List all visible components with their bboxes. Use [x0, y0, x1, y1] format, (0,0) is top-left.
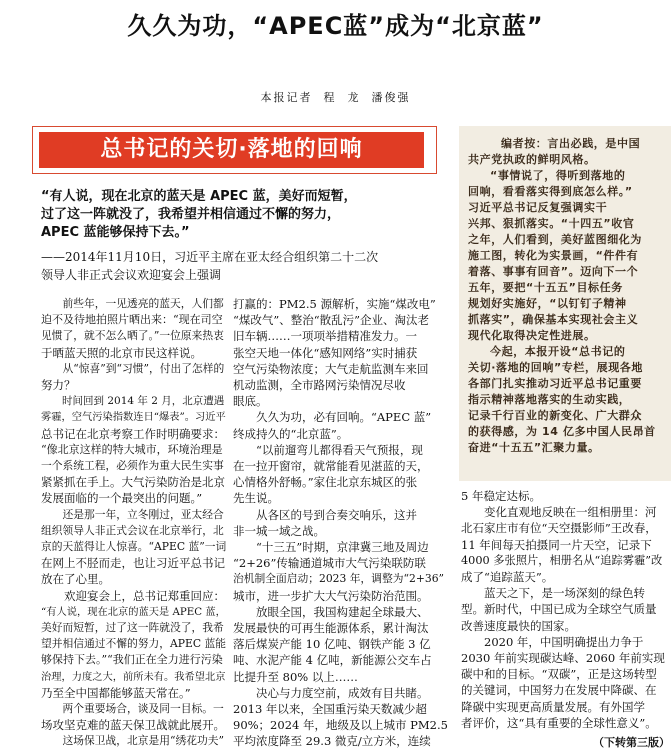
- editor-line: 五年，要把“十五五”目标任务: [468, 281, 623, 294]
- text-line: 前些年，一见透亮的蓝天，人们都: [62, 297, 224, 310]
- editor-line: 施工图，转化为实景画，“件件有: [468, 249, 639, 262]
- headline: 久久为功，“APEC蓝”成为“北京蓝”: [127, 12, 544, 40]
- text-line: 先生说。: [233, 491, 279, 506]
- quote-attribution: [41, 248, 451, 284]
- text-line: 平均浓度降至 29.3 微克/立方米，连续: [233, 734, 431, 749]
- editor-line: 的获得感，为 14 亿多中国人民昂首: [468, 425, 656, 438]
- text-line: 一个系统工程，必须作为重大民生实事: [41, 459, 224, 473]
- article-column-2: [233, 296, 448, 750]
- text-line: 眼底。: [233, 394, 268, 409]
- text-line: 5 年稳定达标。: [461, 489, 541, 503]
- text-line: 总书记在北京考察工作时明确要求：: [41, 426, 225, 441]
- text-line: 于晒蓝天照的北京市民这样说。: [41, 345, 202, 360]
- editor-line: 共产党执政的鲜明风格。: [468, 153, 596, 166]
- text-line: 改善速度最快的国家。: [461, 618, 576, 633]
- text-line: 降碳中实现更高质量发展。有外国学: [461, 699, 645, 714]
- text-line: 从各区的号到合奏交响乐，这并: [256, 507, 417, 522]
- text-line: “煤改气”、整治“散乱污”企业、淘汰老: [233, 313, 430, 328]
- text-line: 放在了心里。: [41, 572, 110, 587]
- attribution-line: ——2014年11月10日，习近平主席在亚太经合组织第二十二次: [41, 250, 379, 264]
- text-line: 组织领导人非正式会议在北京举行，北: [41, 523, 224, 537]
- quote-line: APEC 蓝能够保持下去。”: [41, 225, 190, 240]
- text-line: 见惯了，就不怎么晒了。”一位原来热衷: [41, 329, 224, 343]
- text-line: 够保持下去。”“我们正在全力进行污染: [41, 653, 223, 667]
- quote-line: 过了这一阵就没了，我希望并相信通过不懈的努力，: [41, 207, 341, 222]
- text-line: 吨、水泥产能 4 亿吨，新能源公交车占: [233, 653, 432, 668]
- editor-note: [468, 136, 668, 456]
- text-line: “有人说，现在北京的蓝天是 APEC 蓝，: [41, 605, 226, 618]
- pull-quote: [41, 188, 441, 242]
- text-line: 发展最快的可再生能源体系，累计淘汰: [233, 621, 429, 636]
- text-line: 者评价，这“具有重要的全球性意义”。: [461, 715, 657, 730]
- editor-line: 编者按：言出必践，是中国: [501, 137, 641, 150]
- article-column-3: [461, 488, 666, 731]
- text-line: 治机制全面启动；2023 年，调整为“2+36”: [233, 572, 445, 586]
- text-line: 非一城一域之战。: [233, 523, 325, 538]
- editor-line: 关切·落地的回响”专栏，展现各地: [468, 361, 644, 374]
- article-column-1: [41, 296, 226, 750]
- text-line: 望并相信通过不懈的努力，APEC 蓝能: [41, 637, 226, 651]
- text-line: 两个重要场合，谈及同一目标。一: [62, 702, 224, 716]
- text-line: 张空天地一体化“感知网络”实时捕获: [233, 345, 418, 360]
- text-line: “以前遛弯儿都得看天气预报，现: [256, 442, 423, 457]
- text-line: 11 年间每天拍摄同一片天空，记录下: [461, 537, 652, 552]
- text-line: 的关键词，中国努力在发展中降碳、在: [461, 683, 657, 698]
- text-line: 决心与力度空前，成效有目共睹。: [256, 685, 429, 700]
- text-line: 城市，进一步扩大大气污染防治范围。: [233, 588, 429, 603]
- text-line: 终成持久的“北京蓝”。: [233, 426, 349, 441]
- editor-line: 着落、事事有回音”。迈向下一个: [468, 265, 639, 278]
- text-line: 时间回到 2014 年 2 月，北京遭遇: [62, 395, 225, 408]
- editor-line: 各部门扎实推动习近平总书记重要: [468, 377, 642, 390]
- text-line: “十三五”时期，京津冀三地及周边: [256, 540, 429, 555]
- text-line: 蓝天之下，是一场深刻的绿色转: [484, 586, 645, 601]
- text-line: 治理，力度之大，前所未有。我希望北京: [41, 670, 226, 683]
- text-line: 型。新时代，中国已成为全球空气质量: [461, 602, 657, 617]
- editor-line: 抓落实”，确保基本实现社会主义: [468, 313, 639, 326]
- text-line: 心情格外舒畅。”家住北京东城区的张: [233, 475, 418, 490]
- text-line: 雾霾，空气污染指数连日“爆表”。习近平: [41, 411, 226, 424]
- text-line: 碳中和的目标。“双碳”，正是这场转型: [461, 667, 657, 682]
- text-line: 欢迎宴会上，总书记郑重回应：: [64, 588, 225, 603]
- text-line: 从“惊喜”到“习惯”，付出了怎样的: [62, 361, 225, 375]
- byline: 本报记者 程 龙 潘俊强: [260, 91, 411, 104]
- text-line: 久久为功，必有回响。“APEC 蓝”: [256, 410, 432, 425]
- text-line: 2030 年前实现碳达峰、2060 年前实现: [461, 651, 665, 666]
- text-line: 场攻坚克难的蓝天保卫战就此展开。: [41, 718, 225, 733]
- text-line: 变化直观地反映在一组相册里：河: [484, 505, 657, 520]
- text-line: 空气污染物浓度；大气走航监测车来回: [233, 361, 429, 376]
- text-line: 打赢的：PM2.5 源解析，实施“煤改电”: [233, 297, 436, 311]
- text-line: 乃至全中国都能够蓝天常在。”: [41, 685, 191, 700]
- text-line: 这场保卫战，北京是用“绣花功夫”: [62, 734, 224, 748]
- text-line: 成了“追踪蓝天”。: [461, 570, 554, 585]
- text-line: 京的天蓝得让人惊喜。“APEC 蓝”一词: [41, 540, 227, 554]
- text-line: 还是那一年，立冬刚过，亚太经合: [62, 507, 224, 521]
- editor-line: 习近平总书记反复强调实干: [468, 201, 608, 214]
- editor-line: 指示精神落地落实的生动实践，: [468, 393, 631, 406]
- text-line: 落后煤炭产能 10 亿吨、钢铁产能 3 亿: [233, 637, 431, 652]
- text-line: 4000 多张照片，相册名从“追踪雾霾”改: [461, 553, 663, 567]
- editor-line: 回响，看看落实得到底怎么样。”: [468, 185, 633, 198]
- editor-line: 现代化取得决定性进展。: [468, 329, 596, 342]
- text-line: “像北京这样的特大城市，环境治理是: [41, 442, 223, 456]
- text-line: 紧紧抓在手上。大气污染防治是北京: [41, 475, 225, 490]
- text-line: “2+26”传输通道城市大气污染联防联: [233, 556, 426, 571]
- text-line: 2020 年，中国明确提出力争于: [484, 634, 644, 649]
- text-line: 在一拉开窗帘，就常能看见湛蓝的天，: [233, 459, 429, 474]
- text-line: 迫不及待地拍照片晒出来：“现在司空: [41, 313, 223, 327]
- text-line: 努力？: [41, 378, 76, 393]
- editor-line: 今起，本报开设“总书记的: [490, 345, 626, 358]
- text-line: 放眼全国，我国构建起全球最大、: [256, 604, 429, 619]
- text-line: 90%；2024 年，地级及以上城市 PM2.5: [233, 718, 448, 733]
- text-line: 2013 年以来，全国重污染天数减少超: [233, 702, 427, 717]
- editor-line: 奋进“十五五”汇聚力量。: [468, 441, 600, 454]
- editor-line: 规划好实施好，“以钉钉子精神: [468, 297, 627, 310]
- editor-line: “事情说了，得听到落地的: [490, 169, 626, 182]
- text-line: 发展面临的一个最突出的问题。”: [41, 491, 203, 506]
- text-line: 比提升至 80% 以上……: [233, 669, 358, 684]
- continued-notice: （下转第三版）: [593, 736, 670, 749]
- text-line: 在网上不胫而走，也让习近平总书记: [41, 556, 225, 571]
- editor-line: 兴邦、狠抓落实。“十四五”收官: [468, 217, 635, 230]
- text-line: 美好而短暂，过了这一阵就没了，我希: [41, 621, 224, 635]
- section-banner: [32, 126, 437, 174]
- editor-line: 之年，人们看到，美好蓝图细化为: [468, 233, 642, 246]
- editor-line: 记录千行百业的新变化、广大群众: [468, 409, 642, 422]
- attribution-line: 领导人非正式会议欢迎宴会上强调: [41, 268, 222, 282]
- text-line: 旧车辆……一项项举措精准发力。一: [233, 329, 417, 344]
- text-line: 机动监测，全市路网污染情况尽收: [233, 378, 406, 393]
- section-title: 总书记的关切·落地的回响: [39, 132, 424, 168]
- quote-line: “有人说，现在北京的蓝天是 APEC 蓝，美好而短暂，: [41, 189, 357, 204]
- text-line: 北石家庄市有位“天空摄影师”王改春，: [461, 521, 657, 536]
